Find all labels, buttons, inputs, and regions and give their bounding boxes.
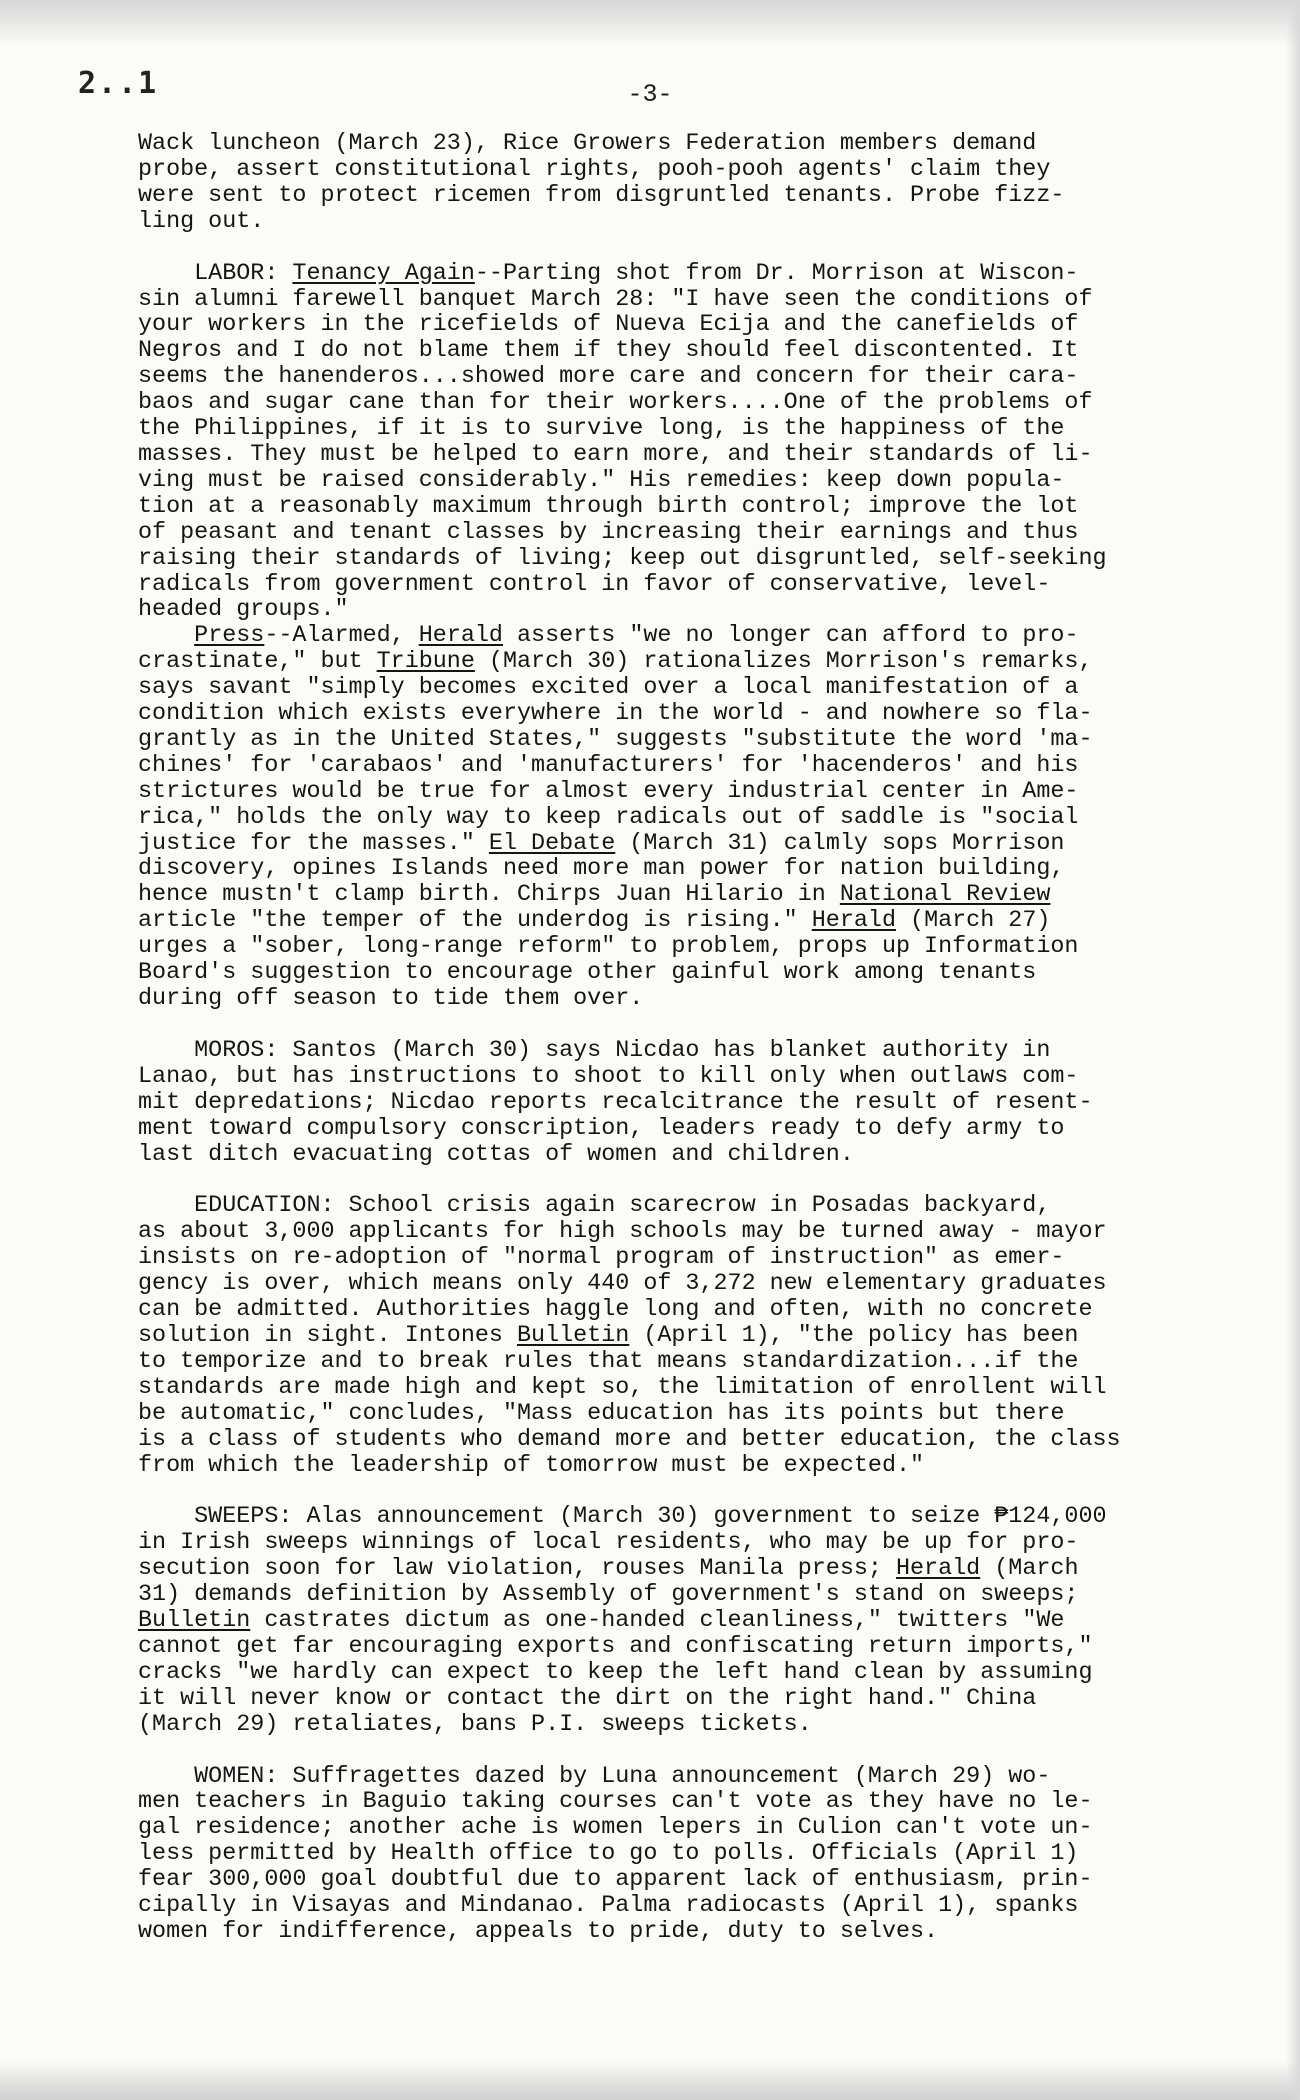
text-line: WOMEN: Suffragettes dazed by Luna announcement (March 29) wo- (138, 1763, 1051, 1790)
text-line: Lanao, but has instructions to shoot to kill only when outlaws com- (138, 1063, 1079, 1090)
text-line: in Irish sweeps winnings of local residents, who may be up for pro- (138, 1530, 1079, 1557)
text-line: standards are made high and kept so, the limitation of enrollent will (138, 1374, 1107, 1401)
text-line: hence mustn't clamp birth. Chirps Juan Hilario in National Review (138, 882, 1051, 909)
underlined-term: Tribune (376, 649, 475, 676)
corner-mark: 2..1 (78, 66, 159, 101)
paragraph-moros (138, 1039, 1248, 1169)
text-line: to temporize and to break rules that means standardization...if the (138, 1348, 1079, 1375)
paragraph-labor-tenancy (138, 262, 1248, 625)
text-line: during off season to tide them over. (138, 986, 644, 1012)
underlined-term: Bulletin (517, 1322, 630, 1349)
text-line: cipally in Visayas and Mindanao. Palma radiocasts (April 1), spanks (138, 1893, 1079, 1920)
text-line: be automatic," concludes, "Mass education has its points but there (138, 1400, 1065, 1427)
text-line: article "the temper of the underdog is rising." Herald (March 27) (138, 908, 1051, 935)
text-line: condition which exists everywhere in the world - and nowhere so fla- (138, 701, 1093, 728)
underlined-term: El Debate (488, 830, 616, 857)
text-line: rica," holds the only way to keep radicals out of saddle is "social (138, 804, 1079, 831)
text-line: of peasant and tenant classes by increasing their earnings and thus (138, 519, 1079, 546)
text-line: headed groups." (138, 597, 349, 624)
text-line: is a class of students who demand more and better education, the class (138, 1426, 1121, 1453)
text-line: insists on re-adoption of "normal program of instruction" as emer- (138, 1245, 1065, 1272)
text-line: discovery, opines Islands need more man power for nation building, (138, 856, 1065, 883)
underlined-term: Herald (811, 908, 896, 935)
underlined-term: Bulletin (138, 1608, 251, 1635)
text-line: seems the hanenderos...showed more care and concern for their cara- (138, 364, 1079, 391)
text-line: chines' for 'carabaos' and 'manufacturers' for 'hacenderos' and his (138, 752, 1079, 779)
paragraph-gap (138, 1168, 1248, 1194)
text-line: LABOR: Tenancy Again--Parting shot from Dr. Morrison at Wiscon- (138, 260, 1079, 287)
text-line: cracks "we hardly can expect to keep the left hand clean by assuming (138, 1659, 1093, 1686)
text-line: last ditch evacuating cottas of women and children. (138, 1141, 854, 1168)
paragraph-gap (138, 1739, 1248, 1765)
text-line: justice for the masses." El Debate (March 31) calmly sops Morrison (138, 830, 1065, 857)
text-line: your workers in the ricefields of Nueva Ecija and the canefields of (138, 312, 1079, 339)
text-line: MOROS: Santos (March 30) says Nicdao has blanket authority in (138, 1037, 1051, 1064)
text-line: less permitted by Health office to go to polls. Officials (April 1) (138, 1841, 1079, 1868)
text-line: tion at a reasonably maximum through birth control; improve the lot (138, 493, 1079, 520)
document-body (138, 132, 1248, 1946)
underlined-term: Press (194, 623, 265, 650)
paragraph-education (138, 1194, 1248, 1479)
paragraph-rice-probe (138, 132, 1248, 236)
text-line: Board's suggestion to encourage other gainful work among tenants (138, 960, 1037, 987)
text-line: solution in sight. Intones Bulletin (April 1), "the policy has been (138, 1322, 1079, 1349)
text-line: Press--Alarmed, Herald asserts "we no longer can afford to pro- (194, 623, 1079, 650)
scan-edge-top (0, 0, 1300, 46)
text-line: can be admitted. Authorities haggle long and often, with no concrete (138, 1297, 1093, 1324)
text-line: raising their standards of living; keep out disgruntled, self-seeking (138, 545, 1107, 572)
text-line: Wack luncheon (March 23), Rice Growers Federation members demand (138, 131, 1037, 157)
text-line: EDUCATION: School crisis again scarecrow in Posadas backyard, (138, 1193, 1051, 1220)
paragraph-labor-press (138, 624, 1248, 1013)
underlined-term: National Review (839, 882, 1051, 909)
page-number: -3- (627, 80, 673, 109)
underlined-term: Tenancy Again (292, 260, 475, 287)
text-line: fear 300,000 goal doubtful due to apparent lack of enthusiasm, prin- (138, 1867, 1093, 1894)
text-line: men teachers in Baguio taking courses can't vote as they have no le- (138, 1789, 1093, 1816)
text-line: secution soon for law violation, rouses Manila press; Herald (March (138, 1556, 1079, 1583)
text-line: it will never know or contact the dirt on the right hand." China (138, 1685, 1037, 1712)
paragraph-women (138, 1765, 1248, 1946)
text-line: ling out. (138, 208, 265, 235)
text-line: masses. They must be helped to earn more, and their standards of li- (138, 441, 1093, 468)
text-line: ment toward compulsory conscription, leaders ready to defy army to (138, 1115, 1065, 1142)
text-line: ving must be raised considerably." His remedies: keep down popula- (138, 467, 1065, 494)
paragraph-gap (138, 236, 1248, 262)
text-line: cannot get far encouraging exports and confiscating return imports," (138, 1633, 1093, 1660)
text-line: Bulletin castrates dictum as one-handed cleanliness," twitters "We (138, 1608, 1065, 1635)
text-line: women for indifference, appeals to pride, duty to selves. (138, 1919, 939, 1945)
scan-edge-bottom (0, 2060, 1300, 2100)
text-line: grantly as in the United States," suggests "substitute the word 'ma- (138, 726, 1093, 753)
text-line: (March 29) retaliates, bans P.I. sweeps tickets. (138, 1711, 812, 1738)
text-line: SWEEPS: Alas announcement (March 30) government to seize ₱124,000 (138, 1504, 1107, 1531)
paragraph-gap (138, 1013, 1248, 1039)
text-line: radicals from government control in favor of conservative, level- (138, 571, 1051, 598)
scan-edge-right (1286, 0, 1300, 2100)
text-line: says savant "simply becomes excited over a local manifestation of a (138, 675, 1079, 702)
text-line: urges a "sober, long-range reform" to problem, props up Information (138, 934, 1079, 961)
paragraph-gap (138, 1479, 1248, 1505)
text-line: gal residence; another ache is women lepers in Culion can't vote un- (138, 1815, 1093, 1842)
text-line: were sent to protect ricemen from disgruntled tenants. Probe fizz- (138, 182, 1065, 209)
paragraph-sweeps (138, 1505, 1248, 1738)
text-line: sin alumni farewell banquet March 28: "I have seen the conditions of (138, 286, 1093, 313)
text-line: crastinate," but Tribune (March 30) rationalizes Morrison's remarks, (138, 649, 1093, 676)
text-line: Negros and I do not blame them if they should feel discontented. It (138, 338, 1079, 365)
text-line: probe, assert constitutional rights, pooh-pooh agents' claim they (138, 156, 1051, 183)
text-line: from which the leadership of tomorrow must be expected." (138, 1452, 925, 1479)
text-line: mit depredations; Nicdao reports recalcitrance the result of resent- (138, 1089, 1093, 1116)
text-line: the Philippines, if it is to survive long, is the happiness of the (138, 416, 1065, 443)
text-line: as about 3,000 applicants for high schools may be turned away - mayor (138, 1219, 1107, 1246)
text-line: gency is over, which means only 440 of 3,272 new elementary graduates (138, 1271, 1107, 1298)
underlined-term: Herald (895, 1556, 981, 1583)
underlined-term: Herald (418, 623, 503, 650)
text-line: baos and sugar cane than for their workers....One of the problems of (138, 390, 1093, 417)
text-line: strictures would be true for almost every industrial center in Ame- (138, 778, 1079, 805)
text-line: 31) demands definition by Assembly of government's stand on sweeps; (138, 1582, 1079, 1609)
